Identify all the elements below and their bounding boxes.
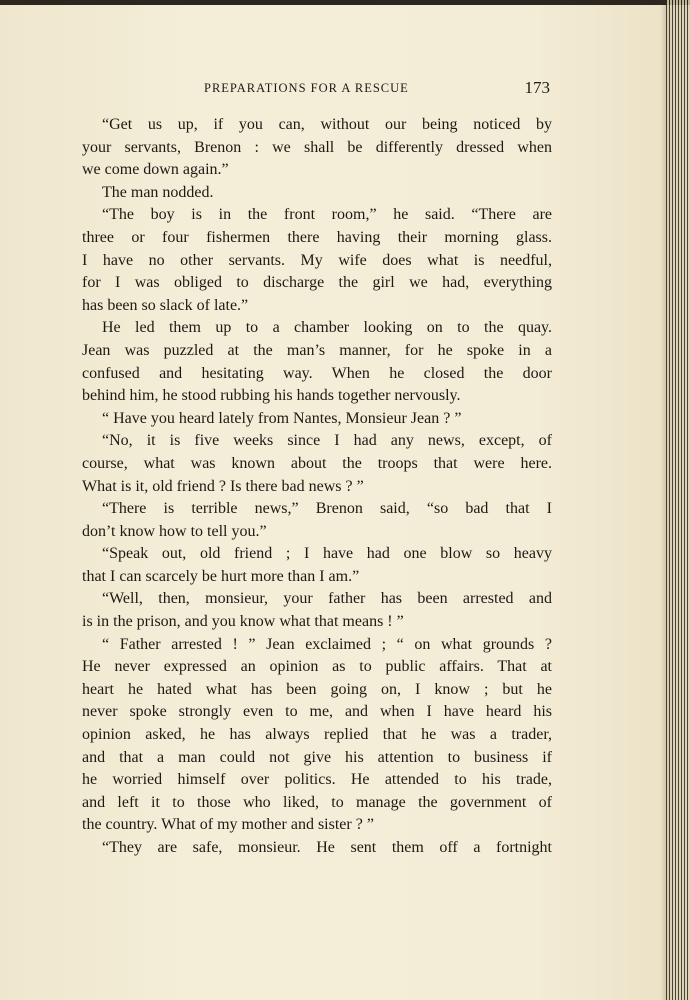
text-line: he worried himself over politics. He attended to his trade, [82, 771, 552, 789]
text-line: He never expressed an opinion as to public affairs. That at [82, 658, 552, 676]
text-line: “Get us up, if you can, without our being noticed by [102, 116, 552, 133]
text-line: opinion asked, he has always replied that he was a trader, [82, 726, 552, 744]
chapter-title: PREPARATIONS FOR A RESCUE [204, 81, 409, 95]
text-line: is in the prison, and you know what that means ! ” [82, 613, 404, 631]
text-line: He led them up to a chamber looking on to the quay. [102, 319, 552, 337]
page-number: 173 [524, 78, 550, 97]
text-line: the country. What of my mother and sister ? ” [82, 816, 374, 834]
text-line: course, what was known about the troops that were here. [82, 454, 552, 472]
text-line: “No, it is five weeks since I had any news, except, of [102, 432, 552, 450]
text-line: The man nodded. [102, 183, 214, 201]
text-line: we come down again.” [82, 161, 229, 179]
text-line: and that a man could not give his attention to business if [82, 748, 552, 766]
text-line: “The boy is in the front room,” he said. “There are [102, 206, 552, 224]
text-line: that I can scarcely be hurt more than I am.” [82, 567, 360, 585]
text-line: three or four fishermen there having their morning glass. [82, 228, 552, 246]
page-edges [666, 0, 690, 1000]
page-top-edge [0, 0, 690, 5]
text-line: and left it to those who liked, to manage the government of [82, 793, 552, 811]
text-line: “Well, then, monsieur, your father has been arrested and [102, 590, 552, 608]
text-line: for I was obliged to discharge the girl we had, everything [82, 274, 552, 292]
body-text [82, 114, 552, 860]
text-line: “They are safe, monsieur. He sent them off a fortnight [102, 839, 552, 856]
text-line: don’t know how to tell you.” [82, 522, 267, 540]
text-line: has been so slack of late.” [82, 296, 249, 314]
running-head [82, 78, 552, 100]
text-line: “Speak out, old friend ; I have had one blow so heavy [102, 545, 552, 563]
text-line: confused and hesitating way. When he closed the door [82, 364, 552, 382]
text-line: Jean was puzzled at the man’s manner, for he spoke in a [82, 341, 552, 359]
text-line: never spoke strongly even to me, and when I have heard his [82, 703, 552, 721]
text-line: behind him, he stood rubbing his hands together nervously. [82, 387, 461, 405]
text-line: “ Have you heard lately from Nantes, Monsieur Jean ? ” [102, 409, 462, 427]
text-line: I have no other servants. My wife does what is needful, [82, 251, 552, 269]
text-line: “ Father arrested ! ” Jean exclaimed ; “ on what grounds ? [102, 635, 552, 653]
text-line: your servants, Brenon : we shall be differently dressed when [82, 138, 552, 156]
text-line: What is it, old friend ? Is there bad news ? ” [82, 477, 364, 495]
text-line: heart he hated what has been going on, I know ; but he [82, 680, 552, 698]
text-line: “There is terrible news,” Brenon said, “so bad that I [102, 500, 552, 518]
